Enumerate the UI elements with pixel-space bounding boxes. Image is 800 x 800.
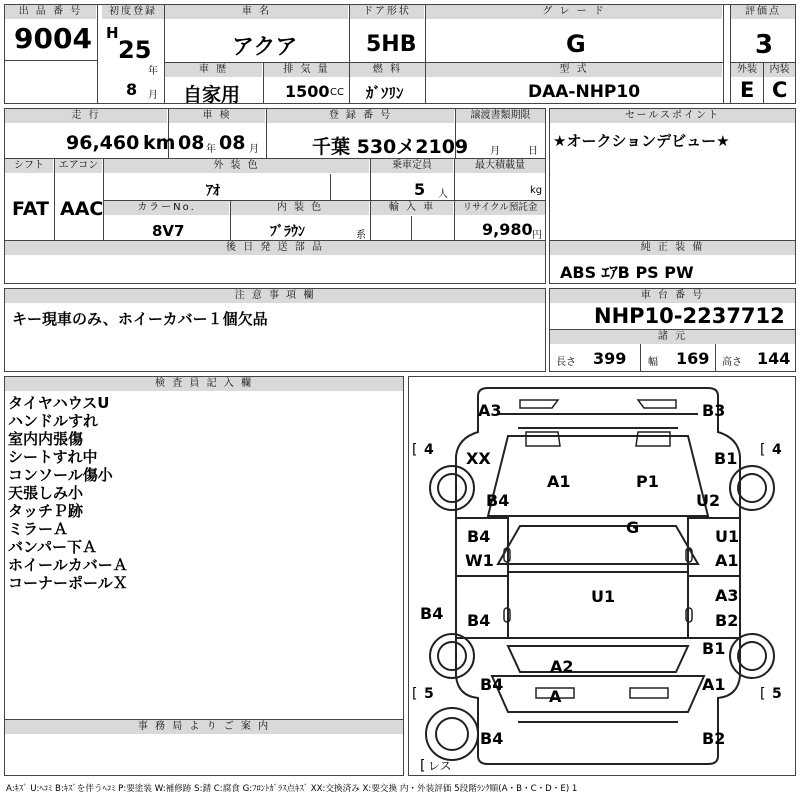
mark-A-bumper: A — [549, 687, 562, 706]
mileage: 96,460 — [66, 132, 140, 154]
car-name: アクア — [232, 35, 298, 60]
ac: AAC — [60, 198, 104, 220]
capacity-label: 乗車定員 — [371, 159, 453, 173]
inspector-line: 天張しみ小 — [8, 484, 84, 502]
car-name-label: 車 名 — [165, 5, 348, 19]
notes-label: 注 意 事 項 欄 — [5, 289, 545, 303]
mark-A3-front-left: A3 — [478, 401, 502, 420]
score: 3 — [755, 30, 774, 60]
reg-month: 8 — [126, 80, 138, 99]
length-label: 長さ — [556, 357, 576, 368]
mark-B4-left-rear: B4 — [480, 675, 504, 694]
height: 144 — [757, 349, 791, 368]
tire-right-bottom-depth: 5 — [772, 686, 782, 702]
mark-B4-left-door: B4 — [467, 527, 491, 546]
capacity-unit: 人 — [438, 189, 448, 200]
inspector-lines — [8, 394, 128, 592]
reg-no-label: 登 録 番 号 — [267, 109, 454, 123]
int-color-suffix: 系 — [356, 230, 366, 241]
office-label: 事 務 局 よ り ご 案 内 — [5, 720, 403, 734]
mark-P1-hood: P1 — [636, 472, 659, 491]
chassis-label: 車 台 番 号 — [550, 289, 795, 303]
mark-A1-hood: A1 — [547, 472, 571, 491]
shift: FAT — [12, 198, 49, 220]
month-unit: 月 — [148, 90, 158, 101]
mark-U2-right-front: U2 — [696, 491, 721, 510]
ext-color: ｱｵ — [206, 183, 220, 199]
recycle-unit: 円 — [532, 230, 542, 241]
year-unit: 年 — [148, 66, 158, 77]
mark-A1-right-door: A1 — [715, 551, 739, 570]
color-no-label: カラーNo. — [104, 201, 229, 215]
inspector-line: タイヤハウスU — [8, 394, 110, 412]
recycle-label: リサイクル預託金 — [455, 201, 545, 215]
interior-label: 内装 — [764, 63, 795, 77]
mark-B1-right-rear-fender: B1 — [702, 639, 726, 658]
inspector-line: 室内内張傷 — [8, 430, 84, 448]
svg-text:[: [ — [420, 758, 426, 774]
max-load-label: 最大積載量 — [455, 159, 545, 173]
inspector-line: ホイールカバーＡ — [8, 556, 128, 574]
width-label: 幅 — [648, 357, 658, 368]
lot-label: 出 品 番 号 — [5, 5, 96, 19]
model: DAA-NHP10 — [528, 82, 641, 102]
equipment-text: ABS ｴｱB PS PW — [560, 263, 694, 282]
door-label: ドア形状 — [350, 5, 424, 19]
spare-tire-status: レス — [428, 759, 452, 773]
int-color-label: 内 装 色 — [231, 201, 369, 215]
later-parts-label: 後 日 発 送 部 品 — [5, 241, 545, 255]
door-type: 5HB — [366, 32, 417, 57]
mark-A1-right-rear: A1 — [702, 675, 726, 694]
legend: A:ｷｽﾞ U:ﾍｺﾐ B:ｷｽﾞを伴うﾍｺﾐ P:要塗装 W:補修跡 S:錆 C:腐食 G:ﾌﾛﾝﾄｶﾞﾗｽ点ｷｽﾞ XX:交換済み X:要交換 内・外装評価 5段階ﾗﾝｸ順(A・B・C・D・E) 1 — [6, 784, 578, 794]
car-diagram — [408, 376, 796, 776]
inspection-year: 08 — [178, 132, 205, 154]
mark-B2-rear-right: B2 — [702, 729, 726, 748]
sales-point-label: セールスポイント — [550, 109, 795, 123]
fuel-label: 燃 料 — [350, 63, 425, 77]
mark-B3-front-right: B3 — [702, 401, 726, 420]
chassis-number: NHP10-2237712 — [594, 304, 785, 328]
exterior-grade: E — [740, 78, 755, 102]
max-load-unit: kg — [530, 185, 543, 196]
history-label: 車 歴 — [165, 63, 262, 77]
import-label: 輸 入 車 — [371, 201, 453, 215]
model-label: 型 式 — [426, 63, 722, 77]
shift-label: シフト — [5, 159, 53, 173]
first-reg-label: 初度登録 — [102, 5, 164, 19]
inspection-month-unit: 月 — [249, 144, 259, 155]
sales-point-text: ★オークションデビュー★ — [553, 132, 730, 150]
inspector-line: バンパー下Ａ — [8, 538, 97, 556]
recycle-fee: 9,980 — [482, 220, 533, 239]
fuel: ｶﾞｿﾘﾝ — [366, 84, 404, 102]
history: 自家用 — [183, 84, 241, 106]
transfer-day-unit: 日 — [528, 146, 538, 157]
mark-B4-left-sill: B4 — [420, 604, 444, 623]
tire-left-bottom-depth: 5 — [424, 686, 434, 702]
lot-number: 9004 — [14, 22, 92, 55]
grade: G — [566, 30, 586, 58]
era: H — [106, 24, 119, 42]
exterior-label: 外装 — [731, 63, 763, 77]
mark-B2-right-rear-door: B2 — [715, 611, 739, 630]
dims-label: 諸 元 — [550, 330, 795, 344]
mark-A3-right-rear-door: A3 — [715, 586, 739, 605]
capacity: 5 — [414, 180, 426, 199]
inspector-line: コーナーポールＸ — [8, 574, 128, 592]
inspection-year-unit: 年 — [206, 144, 216, 155]
mark-B4-left-rear-door: B4 — [467, 611, 491, 630]
mark-G-windshield: G — [626, 518, 640, 537]
tire-right-top-depth: 4 — [772, 442, 782, 458]
transfer-month-unit: 月 — [490, 146, 500, 157]
inspector-label: 検 査 員 記 入 欄 — [5, 377, 403, 391]
length: 399 — [593, 349, 627, 368]
svg-text:[: [ — [412, 686, 418, 702]
svg-text:[: [ — [760, 442, 766, 458]
transfer-label: 譲渡書類期限 — [456, 109, 545, 123]
mark-XX: XX — [466, 449, 491, 468]
int-color: ﾌﾞﾗｳﾝ — [270, 224, 305, 240]
inspection-label: 車 検 — [169, 109, 265, 123]
mark-U1-right-door: U1 — [715, 527, 740, 546]
score-label: 評価点 — [731, 5, 795, 19]
displacement-label: 排 気 量 — [264, 63, 349, 77]
inspector-line: タッチＰ跡 — [8, 502, 84, 520]
svg-text:[: [ — [760, 686, 766, 702]
notes-text: キー現車のみ、ホイーカバー１個欠品 — [12, 310, 268, 328]
inspector-line: ハンドルすれ — [8, 412, 99, 430]
inspector-line: ミラーＡ — [8, 520, 69, 538]
displacement-unit: CC — [330, 87, 344, 98]
mark-B4-left-front: B4 — [486, 491, 510, 510]
inspector-line: シートすれ中 — [8, 448, 98, 466]
reg-year: 25 — [118, 36, 152, 64]
mileage-unit: km — [143, 132, 176, 154]
mark-W1-left-door: W1 — [465, 551, 494, 570]
equipment-label: 純 正 装 備 — [550, 241, 795, 255]
reg-number: 千葉 530メ2109 — [312, 136, 469, 158]
ac-label: エアコン — [55, 159, 102, 173]
grade-label: グ レ ー ド — [426, 5, 722, 19]
svg-text:[: [ — [412, 442, 418, 458]
color-no: 8V7 — [152, 222, 185, 240]
mark-B4-rear-left: B4 — [480, 729, 504, 748]
displacement: 1500 — [285, 82, 330, 101]
width: 169 — [676, 349, 710, 368]
interior-grade: C — [772, 78, 788, 102]
tire-left-top-depth: 4 — [424, 442, 434, 458]
mark-B1-right-fender: B1 — [714, 449, 738, 468]
inspector-line: コンソール傷小 — [8, 466, 113, 484]
height-label: 高さ — [722, 357, 742, 368]
mark-A2-trunk: A2 — [550, 657, 574, 676]
inspection-month: 08 — [219, 132, 246, 154]
mark-U1-roof: U1 — [591, 587, 616, 606]
mileage-label: 走 行 — [5, 109, 167, 123]
ext-color-label: 外 装 色 — [104, 159, 369, 173]
